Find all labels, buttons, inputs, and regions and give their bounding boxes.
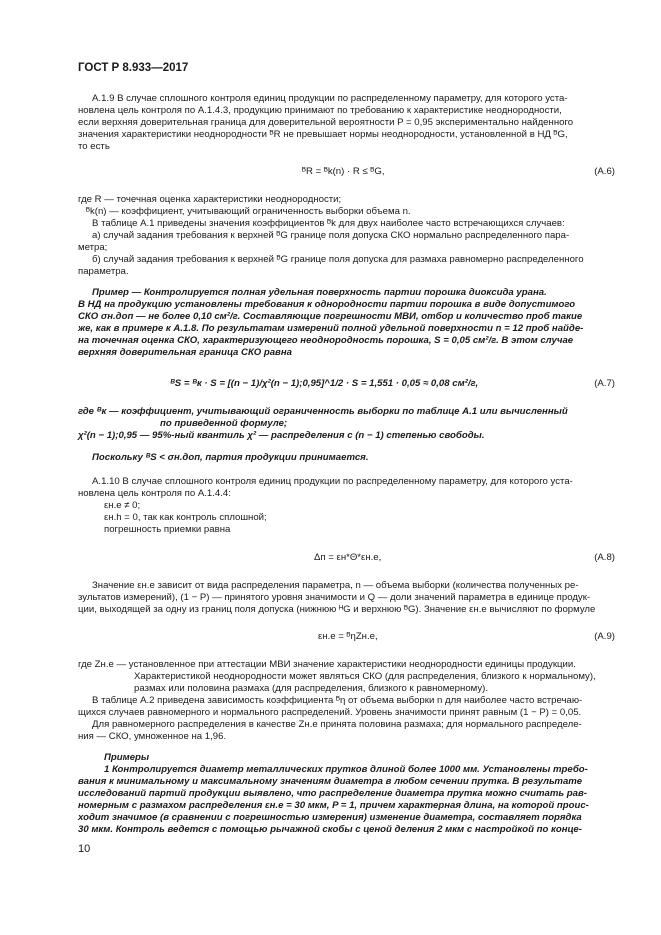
- text-line: а) случай задания требования к верхней ᴮG границе поля допуска СКО нормально распределенного пара-: [92, 230, 570, 241]
- example-line: же, как в примере к А.1.8. По результатам измерений полной удельной поверхности n = 12 проб найде-: [78, 323, 584, 334]
- text-line: В таблице А.2 приведена зависимость коэффициента ᴮη от объема выборки n для наиболее часто встречаю-: [92, 695, 583, 706]
- text-line: εн.е ≠ 0;: [104, 500, 141, 511]
- text-line: где R — точечная оценка характеристики неоднородности;: [78, 194, 342, 205]
- text-line: ции, выходящей за одну из границ поля допуска (нижнюю ᴴG и верхнюю ᴮG). Значение εн.е вычисляют по формуле: [78, 604, 596, 615]
- text-line: то есть: [78, 141, 110, 152]
- example-line: 30 мкм. Контроль ведется с помощью рычажной скобы с ценой деления 2 мкм с настройкой по конце-: [78, 824, 582, 835]
- equation-a6: ᴮR = ᴮk(n) · R ≤ ᴮG,: [302, 166, 385, 177]
- equation-a7: ᴮS = ᴮк · S = [(n − 1)/χ²(n − 1);0,95]^1/2 · S = 1,551 · 0,05 ≈ 0,08 см²/г,: [170, 378, 479, 389]
- page-number: 10: [78, 843, 91, 855]
- text-line: щихся случаев равномерного и нормального распределений. Уровень значимости принят равным (1 − P) = 0,05.: [78, 707, 582, 718]
- text-line: если верхняя доверительная граница для доверительной вероятности P = 0,95 экспериментально найденного: [78, 117, 574, 128]
- example-line: по приведенной формуле;: [160, 418, 288, 429]
- text-line: Значение εн.е зависит от вида распределения параметра, n — объема выборки (количества полученных ре-: [92, 580, 579, 591]
- text-line: где Zн.е — установленное при аттестации МВИ значение характеристики неоднородности единицы продукции.: [78, 659, 576, 670]
- equation-number-a9: (А.9): [594, 631, 615, 642]
- text-line: Характеристикой неоднородности может являться СКО (для распределения, близкого к нормальному),: [134, 671, 596, 682]
- text-line: В таблице А.1 приведены значения коэффициентов ᴮk для двух наиболее часто встречающихся случаев:: [92, 218, 565, 229]
- text-line: значения характеристики неоднородности ᴮR не превышает нормы неоднородности, установленной в НД ᴮG,: [78, 129, 568, 140]
- text-line: погрешность приемки равна: [104, 524, 231, 535]
- example-line: вания к минимальному и максимальному значениям диаметра в любом сечении прутка. В результате: [78, 776, 583, 787]
- text-line: размах или половина размаха (для распределения, близкого к равномерному).: [134, 683, 489, 694]
- example-line: исследований партий продукции выявлено, что распределение диаметра прутка можно считать рав-: [78, 788, 587, 799]
- text-line: ᴮk(n) — коэффициент, учитывающий ограниченность выборки объема n.: [86, 206, 411, 217]
- text-line: А.1.10 В случае сплошного контроля единиц продукции по распределенному параметру, для которого уста-: [92, 476, 573, 487]
- text-line: ния — СКО, умноженное на 1,96.: [78, 731, 227, 742]
- text-line: новлена цель контроля по А.1.4.3, продукцию принимают по требованию к характеристике неоднородности,: [78, 105, 562, 116]
- text-line: новлена цель контроля по А.1.4.4:: [78, 488, 231, 499]
- example-line: В НД на продукцию установлены требования к однородности партии порошка в виде допустимого: [78, 299, 576, 310]
- example-line: СКО σн.доп — не более 0,10 см²/г. Составляющие погрешности МВИ, отбор и количество проб такие: [78, 311, 583, 322]
- example-line: номерным с размахом распределения εн.е = 30 мкм, P = 1, причем характерная длина, на которой проис-: [78, 800, 589, 811]
- equation-number-a8: (А.8): [594, 552, 615, 563]
- example-line: χ²(n − 1);0,95 — 95%-ный квантиль χ² — распределения с (n − 1) степенью свободы.: [78, 430, 485, 441]
- example-line: где ᴮк — коэффициент, учитывающий ограниченность выборки по таблице А.1 или вычисленный: [78, 406, 568, 417]
- example-line: Поскольку ᴮS < σн.доп, партия продукции принимается.: [92, 452, 369, 463]
- example-line: ходит значимое (в сравнении с погрешностью измерения) изменение диаметра, составляет порядка: [78, 812, 582, 823]
- equation-a9: εн.е = ᴮηZн.е,: [318, 631, 378, 642]
- examples-heading: Примеры: [104, 752, 150, 763]
- equation-number-a7: (А.7): [594, 378, 615, 389]
- text-line: параметра.: [78, 266, 129, 277]
- text-line: метра;: [78, 242, 108, 253]
- example-line: Пример — Контролируется полная удельная поверхность партии порошка диоксида урана.: [92, 287, 547, 298]
- document-header: ГОСТ Р 8.933—2017: [78, 62, 189, 74]
- example-line: 1 Контролируется диаметр металлических прутков длиной более 1000 мм. Установлены требо-: [104, 764, 588, 775]
- example-line: на точечная оценка СКО, характеризующего неоднородность порошка, S = 0,05 см²/г. В этом случае: [78, 335, 574, 346]
- text-line: Для равномерного распределения в качестве Zн.е принята половина размаха; для нормального распределе-: [92, 719, 582, 730]
- text-line: А.1.9 В случае сплошного контроля единиц продукции по распределенному параметру, для которого уста-: [92, 93, 568, 104]
- text-line: зультатов измерений), (1 − P) — принятого уровня значимости и Q — доли значений параметра в единице продук-: [78, 592, 591, 603]
- text-line: б) случай задания требования к верхней ᴮG границе поля допуска для размаха равномерно распределенного: [92, 254, 584, 265]
- equation-number-a6: (А.6): [594, 166, 615, 177]
- text-line: εн.h = 0, так как контроль сплошной;: [104, 512, 267, 523]
- example-line: верхняя доверительная граница СКО равна: [78, 347, 292, 358]
- equation-a8: Δп = εн*Θ*εн.е,: [314, 552, 382, 563]
